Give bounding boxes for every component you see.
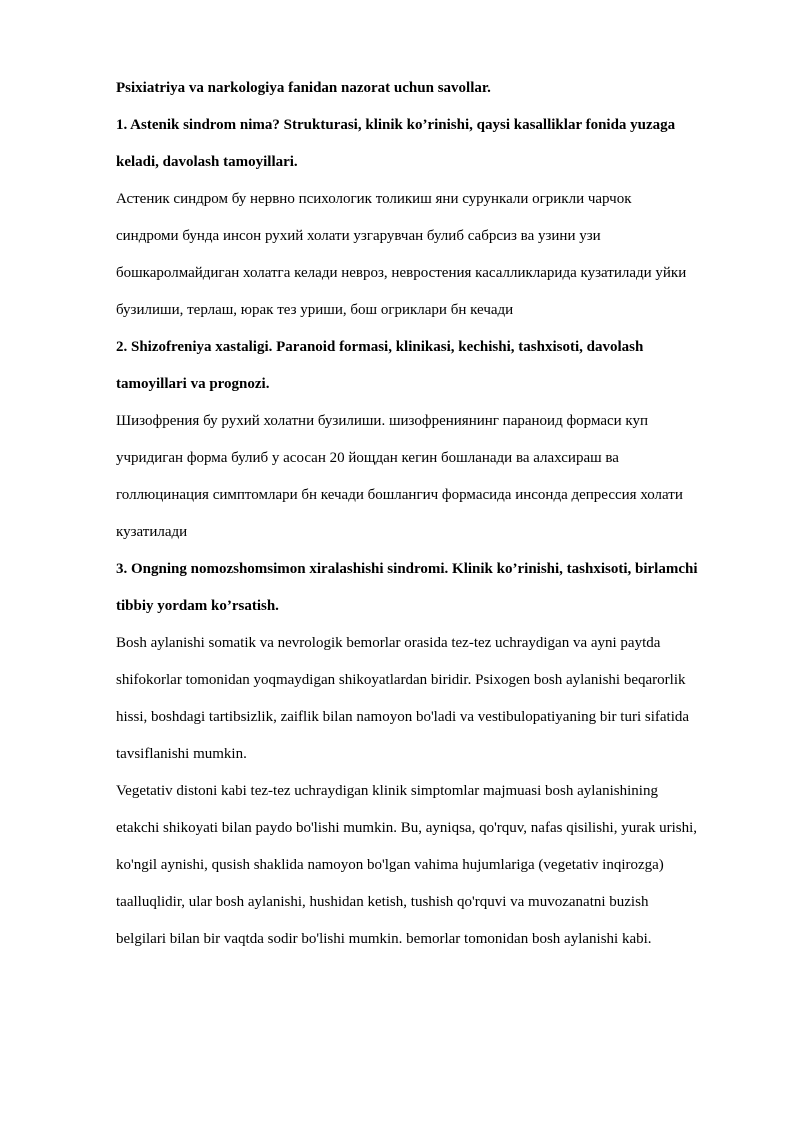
question-3-answer-line: etakchi shikoyati bilan paydo bo'lishi mumkin. Bu, ayniqsa, qo'rquv, nafas qisilishi, yurak urishi, bbox=[116, 820, 698, 836]
document-page bbox=[116, 70, 756, 958]
document-title: Psixiatriya va narkologiya fanidan nazorat uchun savollar. bbox=[116, 80, 491, 96]
question-3-answer-line: belgilari bilan bir vaqtda sodir bo'lishi mumkin. bemorlar tomonidan bosh aylanishi kabi. bbox=[116, 931, 652, 947]
question-3-answer-line: hissi, boshdagi tartibsizlik, zaiflik bilan namoyon bo'ladi va vestibulopatiyaning bir turi sifatida bbox=[116, 709, 690, 725]
question-3-answer-line: Vegetativ distoni kabi tez-tez uchraydigan klinik simptomlar majmuasi bosh aylanishining bbox=[116, 783, 658, 799]
question-3-heading-line: tibbiy yordam ko’rsatish. bbox=[116, 598, 279, 614]
question-1-answer-line: синдроми бунда инсон рухий холати узгарувчан булиб сабрсиз ва узини узи bbox=[116, 228, 601, 244]
question-1-heading-line: 1. Astenik sindrom nima? Strukturasi, klinik ko’rinishi, qaysi kasalliklar fonida yuzaga bbox=[116, 117, 676, 133]
question-1-answer-line: Астеник синдром бу нервно психологик толикиш яни сурункали огрикли чарчок bbox=[116, 191, 632, 207]
question-3-answer-line: ko'ngil aynishi, qusish shaklida namoyon bo'lgan vahima hujumlariga (vegetativ inqirozga) bbox=[116, 857, 664, 873]
question-3-answer-line: taalluqlidir, ular bosh aylanishi, hushidan ketish, tushish qo'rquvi va muvozanatni buzish bbox=[116, 894, 649, 910]
question-2-heading-line: tamoyillari va prognozi. bbox=[116, 376, 270, 392]
question-3 bbox=[116, 551, 756, 958]
question-2-answer-line: кузатилади bbox=[116, 524, 188, 540]
question-1-heading-line: keladi, davolash tamoyillari. bbox=[116, 154, 298, 170]
question-1 bbox=[116, 107, 756, 329]
question-3-answer-line: Bosh aylanishi somatik va nevrologik bemorlar orasida tez-tez uchraydigan va ayni paytda bbox=[116, 635, 661, 651]
question-2-answer-line: голлюцинация симптомлари бн кечади бошлангич формасида инсонда депрессия холати bbox=[116, 487, 683, 503]
question-3-answer-line: shifokorlar tomonidan yoqmaydigan shikoyatlardan biridir. Psixogen bosh aylanishi beqarorlik bbox=[116, 672, 686, 688]
question-1-answer-line: бошкаролмайдиган холатга келади невроз, невростения касалликларида кузатилади уйки bbox=[116, 265, 687, 281]
question-2 bbox=[116, 329, 756, 551]
question-3-heading-line: 3. Ongning nomozshomsimon xiralashishi sindromi. Klinik ko’rinishi, tashxisoti, birlamchi bbox=[116, 561, 698, 577]
question-2-heading-line: 2. Shizofreniya xastaligi. Paranoid formasi, klinikasi, kechishi, tashxisoti, davolash bbox=[116, 339, 644, 355]
question-3-answer-line: tavsiflanishi mumkin. bbox=[116, 746, 247, 762]
question-2-answer-line: учридиган форма булиб у асосан 20 йощдан кегин бошланади ва алахсираш ва bbox=[116, 450, 619, 466]
question-2-answer-line: Шизофрения бу рухий холатни бузилиши. шизофрениянинг параноид формаси куп bbox=[116, 413, 649, 429]
question-1-answer-line: бузилиши, терлаш, юрак тез уриши, бош огриклари бн кечади bbox=[116, 302, 514, 318]
